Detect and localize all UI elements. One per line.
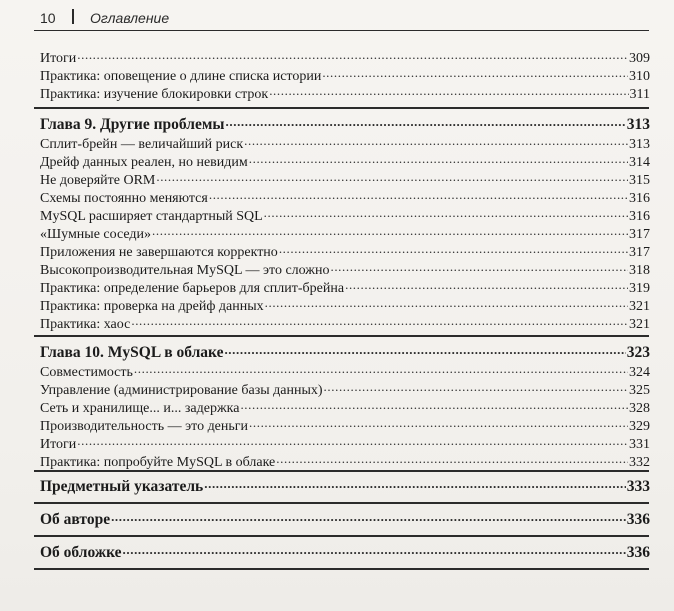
- toc-entry: [40, 278, 650, 297]
- toc-entry-title: Совместимость: [40, 365, 133, 380]
- chapter-divider-line: [34, 470, 649, 472]
- toc-entry-title: Дрейф данных реален, но невидим: [40, 155, 248, 170]
- toc-chapter-heading: [40, 543, 650, 561]
- toc-entry: [40, 152, 650, 171]
- toc-entry-page: 314: [629, 155, 650, 170]
- dot-leader: [226, 115, 626, 129]
- dot-leader: [123, 543, 626, 557]
- chapter-divider-line: [34, 335, 649, 337]
- dot-leader: [276, 452, 628, 466]
- dot-leader: [322, 66, 628, 80]
- toc-chapter-title: Глава 9. Другие проблемы: [40, 116, 225, 133]
- toc-chapter-title: Глава 10. MySQL в облаке: [40, 344, 224, 361]
- toc-entry-title: Производительность — это деньги: [40, 419, 249, 434]
- dot-leader: [269, 84, 628, 98]
- toc-entry-page: 310: [629, 69, 650, 84]
- toc-entry-page: 311: [629, 87, 650, 102]
- toc-chapter-title: Предметный указатель: [40, 478, 204, 495]
- dot-leader: [131, 314, 628, 328]
- toc-entry-title: Практика: хаос: [40, 317, 131, 332]
- toc-entry: [40, 224, 650, 243]
- chapter-divider-line: [34, 502, 649, 504]
- toc-entry: [40, 314, 650, 333]
- toc-chapter-heading: [40, 115, 650, 133]
- toc-entry: [40, 48, 650, 67]
- page-header: [34, 6, 649, 31]
- dot-leader: [240, 398, 628, 412]
- dot-leader: [209, 188, 628, 202]
- toc-entry: [40, 260, 650, 279]
- dot-leader: [265, 296, 628, 310]
- toc-entry: [40, 188, 650, 207]
- toc-entry-title: Высокопроизводительная MySQL — это сложно: [40, 263, 330, 278]
- toc-chapter-heading: [40, 343, 650, 361]
- dot-leader: [249, 416, 628, 430]
- toc-entry-title: Схемы постоянно меняются: [40, 191, 208, 206]
- toc-entry-page: 329: [629, 419, 650, 434]
- dot-leader: [156, 170, 628, 184]
- dot-leader: [152, 224, 628, 238]
- toc-entry-page: 324: [629, 365, 650, 380]
- dot-leader: [264, 206, 628, 220]
- toc-chapter-page: 336: [626, 511, 650, 528]
- toc-entry-title: Итоги: [40, 51, 77, 66]
- toc-entry: [40, 170, 650, 189]
- toc-entry-title: Не доверяйте ORM: [40, 173, 156, 188]
- toc-entry-page: 315: [629, 173, 650, 188]
- toc-entry: [40, 452, 650, 471]
- dot-leader: [111, 510, 626, 524]
- dot-leader: [134, 362, 628, 376]
- toc-entry-title: Практика: изучение блокировки строк: [40, 87, 269, 102]
- toc-entry-page: 321: [629, 317, 650, 332]
- toc-entry-page: 309: [629, 51, 650, 66]
- toc-entry-title: Приложения не завершаются корректно: [40, 245, 278, 260]
- toc-entry-title: Практика: проверка на дрейф данных: [40, 299, 264, 314]
- dot-leader: [244, 134, 628, 148]
- toc-chapter-heading: [40, 477, 650, 495]
- toc-entry-page: 328: [629, 401, 650, 416]
- toc-entry-page: 317: [629, 227, 650, 242]
- dot-leader: [330, 260, 628, 274]
- dot-leader: [249, 152, 628, 166]
- toc-entry-page: 318: [629, 263, 650, 278]
- toc-entry-title: Практика: определение барьеров для сплит-брейна: [40, 281, 345, 296]
- toc-entry-title: «Шумные соседи»: [40, 227, 152, 242]
- toc-chapter-page: 313: [626, 116, 650, 133]
- toc-entry: [40, 242, 650, 261]
- header-page-number: 10: [40, 10, 56, 26]
- dot-leader: [77, 48, 628, 62]
- chapter-divider-line: [34, 535, 649, 537]
- toc-entry: [40, 206, 650, 225]
- toc-entry-page: 321: [629, 299, 650, 314]
- toc-entry-title: Итоги: [40, 437, 77, 452]
- toc-chapter-title: Об авторе: [40, 511, 111, 528]
- dot-leader: [345, 278, 628, 292]
- dot-leader: [204, 477, 626, 491]
- toc-chapter-title: Об обложке: [40, 544, 122, 561]
- toc-entry-title: Сеть и хранилище... и... задержка: [40, 401, 240, 416]
- toc-entry: [40, 84, 650, 103]
- toc-entry: [40, 362, 650, 381]
- toc-entry: [40, 296, 650, 315]
- toc-entry-page: 319: [629, 281, 650, 296]
- toc-entry-title: MySQL расширяет стандартный SQL: [40, 209, 263, 224]
- chapter-divider-line: [34, 568, 649, 570]
- toc-chapter-page: 333: [626, 478, 650, 495]
- toc-entry-page: 317: [629, 245, 650, 260]
- dot-leader: [77, 434, 628, 448]
- dot-leader: [324, 380, 628, 394]
- toc-entry-title: Управление (администрирование базы данных): [40, 383, 323, 398]
- toc-entry-title: Практика: попробуйте MySQL в облаке: [40, 455, 276, 470]
- toc-entry: [40, 434, 650, 453]
- toc-entry: [40, 416, 650, 435]
- toc-entry-page: 313: [629, 137, 650, 152]
- dot-leader: [279, 242, 628, 256]
- toc-entry-title: Сплит-брейн — величайший риск: [40, 137, 244, 152]
- toc-entry-page: 325: [629, 383, 650, 398]
- toc-entry: [40, 134, 650, 153]
- toc-entry-page: 316: [629, 191, 650, 206]
- toc-chapter-page: 336: [626, 544, 650, 561]
- toc-entry-page: 316: [629, 209, 650, 224]
- toc-entry: [40, 398, 650, 417]
- toc-chapter-page: 323: [626, 344, 650, 361]
- header-section-title: Оглавление: [90, 10, 170, 26]
- toc-entry-title: Практика: оповещение о длине списка истории: [40, 69, 322, 84]
- chapter-divider-line: [34, 107, 649, 109]
- toc-entry-page: 332: [629, 455, 650, 470]
- toc-entry: [40, 380, 650, 399]
- toc-entry-page: 331: [629, 437, 650, 452]
- toc-chapter-heading: [40, 510, 650, 528]
- header-separator: [72, 9, 74, 24]
- toc-entry: [40, 66, 650, 85]
- dot-leader: [224, 343, 625, 357]
